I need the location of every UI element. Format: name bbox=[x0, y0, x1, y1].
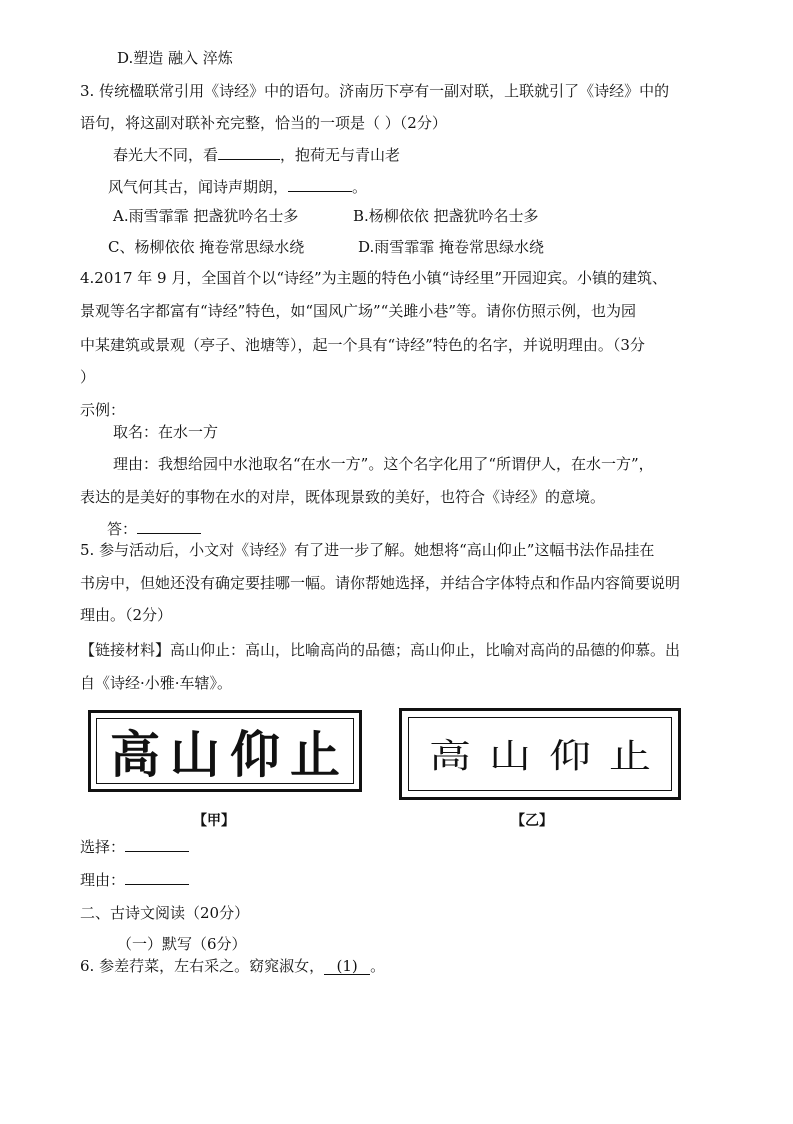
couplet-upper-end: ，抱荷无与青山老 bbox=[280, 146, 401, 164]
couplet-lower-blank bbox=[288, 177, 352, 192]
calligraphy-jia-char-4: 止 bbox=[290, 725, 340, 784]
calligraphy-yi-char-4: 止 bbox=[608, 736, 651, 776]
q5-link-material-line2: 自《诗经·小雅·车辖》。 bbox=[80, 674, 233, 692]
q3-option-a: A.雨雪霏霏 把盏犹吟名士多 bbox=[113, 207, 299, 225]
q4-stem-line4: ） bbox=[80, 368, 96, 386]
q5-stem-line1: 5. 参与活动后，小文对《诗经》有了进一步了解。她想将“高山仰止”这幅书法作品挂在 bbox=[80, 541, 655, 559]
q4-answer-line bbox=[107, 519, 201, 539]
couplet-lower-start: 风气何其古，闻诗声期朗， bbox=[108, 178, 289, 196]
calligraphy-yi-char-2: 山 bbox=[488, 736, 531, 776]
caption-jia: 【甲】 bbox=[193, 813, 235, 829]
q4-stem-line2: 景观等名字都富有“诗经”特色，如“国风广场”“关雎小巷”等。请你仿照示例，也为园 bbox=[80, 302, 637, 320]
calligraphy-yi-char-3: 仰 bbox=[548, 736, 591, 776]
q4-example-name: 取名：在水一方 bbox=[113, 423, 219, 441]
couplet-upper-start: 春光大不同，看 bbox=[113, 146, 219, 164]
section-2-subtitle: （一）默写（6分） bbox=[117, 935, 247, 953]
q3-option-b: B.杨柳依依 把盏犹吟名士多 bbox=[353, 207, 539, 225]
q4-answer-blank bbox=[137, 519, 201, 534]
q3-couplet-lower bbox=[108, 177, 367, 197]
q5-stem-line2: 书房中，但她还没有确定要挂哪一幅。请你帮她选择，并结合字体特点和作品内容简要说明 bbox=[80, 574, 681, 592]
q4-stem-line3: 中某建筑或景观（亭子、池塘等），起一个具有“诗经”特色的名字，并说明理由。（3分 bbox=[80, 336, 645, 354]
q6-text-start: 6. 参差荇菜，左右采之。窈窕淑女， bbox=[80, 957, 325, 975]
q3-stem-line2: 语句，将这副对联补充完整，恰当的一项是（ ）（2分） bbox=[80, 114, 447, 132]
q6-text-end: 。 bbox=[370, 957, 386, 975]
q5-link-material-line1: 【链接材料】高山仰止：高山，比喻高尚的品德；高山仰止，比喻对高尚的品德的仰慕。出 bbox=[80, 641, 681, 659]
q5-reason-label: 理由： bbox=[80, 871, 126, 889]
q3-option-c: C、杨柳依依 掩卷常思绿水绕 bbox=[108, 238, 305, 256]
q4-stem-line1: 4.2017 年 9 月，全国首个以“诗经”为主题的特色小镇“诗经里”开园迎宾。小镇的建筑、 bbox=[80, 269, 668, 287]
q5-choice-line bbox=[80, 837, 189, 857]
caption-yi: 【乙】 bbox=[511, 813, 553, 829]
q2-option-d: D.塑造 融入 淬炼 bbox=[117, 49, 233, 67]
couplet-lower-end: 。 bbox=[352, 178, 368, 196]
q5-choice-label: 选择： bbox=[80, 838, 126, 856]
q3-option-d: D.雨雪霏霏 掩卷常思绿水绕 bbox=[358, 238, 545, 256]
q4-example-label: 示例： bbox=[80, 401, 126, 419]
q3-couplet-upper bbox=[113, 145, 400, 165]
calligraphy-jia bbox=[88, 710, 362, 792]
couplet-upper-blank bbox=[218, 145, 280, 160]
calligraphy-jia-char-2: 山 bbox=[170, 725, 220, 784]
q5-stem-line3: 理由。（2分） bbox=[80, 606, 173, 624]
q5-reason-line bbox=[80, 870, 189, 890]
section-2-title: 二、古诗文阅读（20分） bbox=[80, 904, 250, 922]
calligraphy-yi-char-1: 高 bbox=[428, 736, 471, 776]
calligraphy-jia-char-3: 仰 bbox=[230, 725, 280, 784]
q6-line bbox=[80, 956, 385, 976]
q5-choice-blank bbox=[125, 837, 189, 852]
q4-example-reason-line1: 理由：我想给园中水池取名“在水一方”。这个名字化用了“所谓伊人，在水一方”， bbox=[113, 455, 654, 473]
q4-example-reason-line2: 表达的是美好的事物在水的对岸，既体现景致的美好，也符合《诗经》的意境。 bbox=[80, 488, 606, 506]
calligraphy-yi bbox=[399, 708, 681, 800]
q6-blank-1: (1) bbox=[324, 958, 370, 975]
calligraphy-jia-char-1: 高 bbox=[110, 725, 160, 784]
q5-reason-blank bbox=[125, 870, 189, 885]
q3-stem-line1: 3. 传统楹联常引用《诗经》中的语句。济南历下亭有一副对联，上联就引了《诗经》中的 bbox=[80, 82, 670, 100]
q4-answer-label: 答： bbox=[107, 520, 138, 538]
